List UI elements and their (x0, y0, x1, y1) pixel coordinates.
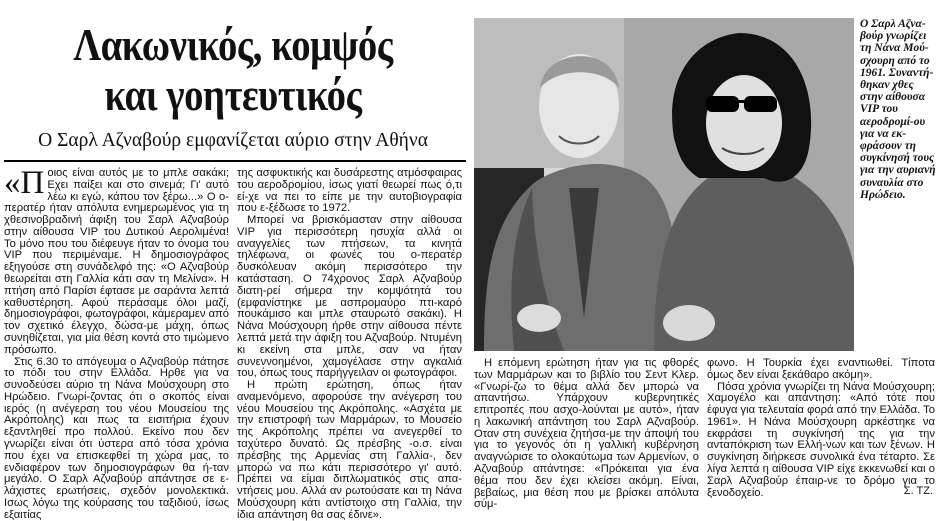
column-1-paragraph-1: «Ποιος είναι αυτός με το μπλε σακάκι; Εχει παίξει και στο σινεμά; Γι' αυτό λέω κι εγώ, κάπου τον ξέρω...» Ο ο-περατέρ ήταν απόλυτα ενημερωμένος για τη χθεσινοβραδινή άφιξη του Σαρλ Αζναβούρ στην αίθουσα VIP του Δυτικού Αερολιμένα! Το μόνο που του διέφευγε ήταν το όνομα του VIP που περιμέναμε. Η δημοσιογράφος εξηγούσε στη συνάδελφό της: «Ο Αζναβούρ θεωρείται στη Γαλλία κάτι σαν τη Μελίνα». Η πτήση από Παρίσι έφτασε με σαράντα λεπτά καθυστέρηση. Αφού περάσαμε όλοι μαζί, δημοσιογράφοι, φωτογράφοι, κάμεραμεν από τον σχετικό έλεγχο, δώσα-με μάχη, όπως συνηθίζεται, για μία θέση κοντά στο τιμώμενο πρόσωπο. (4, 168, 229, 357)
article-column-2 (237, 168, 462, 498)
press-photo (474, 18, 854, 351)
column-3-paragraph-1: Η επόμενη ερώτηση ήταν για τις φθορές των Μαρμάρων και το βιβλίο του Σεντ Κλερ. «Γνωρί-ζω το θέμα αλλά δεν μπορώ να απαντήσω. Υπάρχουν κυβερνητικές επιτροπές που ασχο-λούνται με αυτό», ήταν η λακωνική απάντηση του Σαρλ Αζναβούρ. Οταν στη συνέχεια ζητήσα-με την άποψή του για το γεγονός ότι η γαλλική κυβέρνηση αναγνώρισε το ολοκαύτωμα των Αρμενίων, ο Αζναβούρ απάντησε: «Πρόκειται για ένα θέμα που δεν έχει κλείσει ακόμη. Είναι, βεβαίως, μια θέση που με βρίσκει απόλυτα σύμ- (474, 358, 699, 511)
column-2-paragraph-2: Μπορεί να βρισκόμασταν στην αίθουσα VIP για περισσότερη ησυχία αλλά οι αναγγελίες των πτήσεων, τα κινητά τηλέφωνα, οι φωνές του ο-περατέρ δυσκόλευαν ακόμη περισσότερο την κατάσταση. Ο 74χρονος Σαρλ Αζναβούρ διατη-ρεί σήμερα την κομψότητά του (εμφανίστηκε με ασπρομαύρο πτι-καρό πουκάμισο και μπλε σταυρωτό σακάκι). Η Νάνα Μούσχουρη ήρθε στην αίθουσα πέντε λεπτά μετά την άφιξη του Αζναβούρ. Ντυμένη κι εκείνη στα μπλε, σαν να ήταν συνεννοημένοι, χαμογέλασε στην αγκαλιά του, όπως τους παρήγγειλαν οι φωτογράφοι. (237, 215, 462, 380)
column-4-paragraph-2: Πόσα χρόνια γνωρίζει τη Νάνα Μούσχουρη; Χαμογέλο και απάντηση: «Από τότε που έφυγα για τελευταία φορά από την Ελλάδα. Το 1961». Η Νάνα Μούσχουρη αρκέστηκε να εκφράσει τη συγκίνησή της για την ανταπόκριση των Ελλή-νων και των ξένων. Η συγκίνηση διήρκεσε συνολικά ένα τέταρτο. Σε λίγα λεπτά η αίθουσα VIP είχε εκκενωθεί και ο Σαρλ Αζναβούρ έπαιρ-νε το δρόμο για το ξενοδοχείο. (707, 382, 935, 500)
headline-rule (4, 160, 466, 162)
column-2-paragraph-1: της ασφυκτικής και δυσάρεστης ατμόσφαιρας του αεροδρομίου, ίσως γιατί θεωρεί πως ό,τι εί-χε να πει το είπε με την αυτοβιογραφία που ε-ξέδωσε το 1972. (237, 168, 462, 215)
author-signature: Σ. ΤΖ. (904, 485, 933, 497)
photo-caption: Ο Σαρλ Αζνα-βούρ γνωρίζει τη Νάνα Μού-σχουρη από το 1961. Συναντή-θηκαν χθες στην αίθουσα VIP του αεροδρομί-ου για να εκ-φράσουν τη συγκίνησή τους για την αυριανή συναυλία στο Ηρώδειο. (860, 18, 936, 201)
column-2-paragraph-3: Η πρώτη ερώτηση, όπως ήταν αναμενόμενο, αφορούσε την ανέγερση του νέου Μουσείου της Ακρόπολης. «Ασχέτα με την επιστροφή των Μαρμάρων, το Μουσείο της Ακρόπολης πρέπει να ανεγερθεί το ταχύτερο δυνατό. Ως πρέσβης -ο.σ. είναι πρέσβης της Αρμενίας στη Γαλλία-, δεν μπορώ να πω κάτι περισσότερο γι' αυτό. Πρέπει να είμαι διπλωματικός στις απα-ντήσεις μου. Αλλά αν ρωτούσατε και τη Νάνα Μούσχουρη κάτι αντίστοιχο στη Γαλλία, την ίδια απάντηση θα σας έδινε». (237, 380, 462, 521)
article-subheadline: Ο Σαρλ Αζναβούρ εμφανίζεται αύριο στην Αθήνα (4, 130, 462, 152)
photo-illustration (474, 18, 854, 351)
drop-cap: «Π (4, 170, 44, 196)
article-headline (36, 20, 430, 120)
column-1-paragraph-2: Στις 6.30 το απόγευμα ο Αζναβούρ πάτησε το πόδι του στην Ελλάδα. Ηρθε για να συνοδεύσει αύριο τη Νάνα Μούσχουρη στο Ηρώδειο. Γνωρί-ζοντας ότι ο σκοπός είναι ιερός (η ανέγερση του νέου Μουσείου της Ακρόπολης) και πως τα εισιτήρια έχουν εξαντληθεί προ πολλού. Εκείνο που δεν γνωρίζει είναι ότι ύστερα από τόσα χρόνια που έχει να επισκεφθεί τη χώρα μας, το ενδιαφέρον των δημοσιογράφων θα ή-ταν μεγάλο. Ο Σαρλ Αζναβούρ απάντησε σε ε-λάχιστες ερωτήσεις, σχεδόν μονολεκτικά. Ισως λόγω της κούρασης του ταξιδιού, ίσως εξαιτίας (4, 357, 229, 521)
headline-line-2: και γοητευτικός (36, 70, 430, 120)
headline-line-1: Λακωνικός, κομψός (36, 20, 430, 70)
article-column-4 (707, 358, 935, 478)
column-4-paragraph-1: φωνο. Η Τουρκία έχει εναντιωθεί. Τίποτα όμως δεν είναι ξεκάθαρο ακόμη». (707, 358, 935, 382)
article-column-1 (4, 168, 229, 498)
article-column-3 (474, 358, 699, 488)
